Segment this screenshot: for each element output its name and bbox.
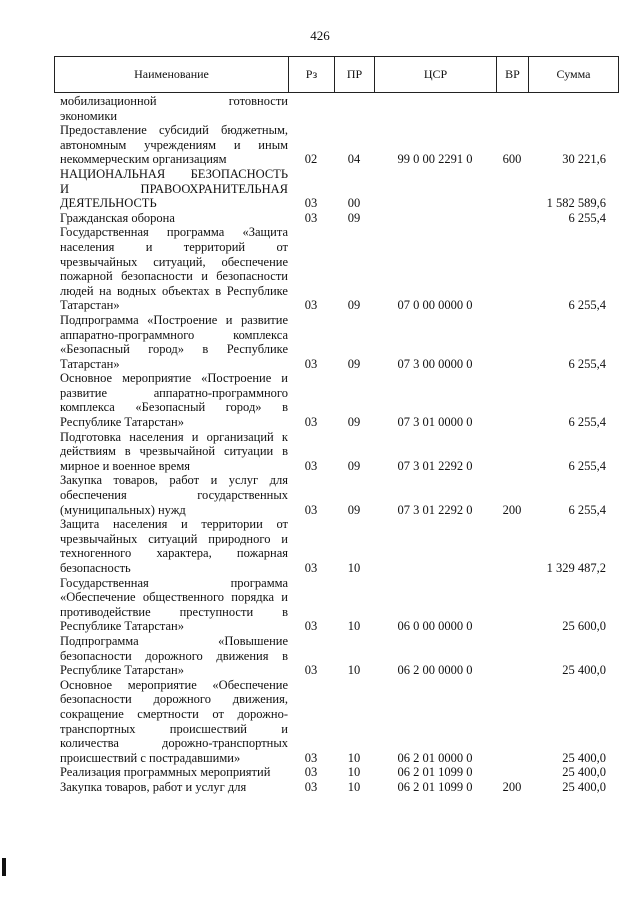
page-number: 426 (310, 28, 330, 43)
row-name (54, 211, 288, 226)
row-rz: 03 (304, 502, 318, 517)
row-rz: 03 (304, 765, 318, 780)
row-name-line: Основное мероприятие «Обеспечение (60, 677, 288, 692)
row-name-line: Подпрограмма «Построение и развитие (60, 312, 288, 327)
row-name-line: Республике Татарстан» (60, 619, 184, 634)
row-name (54, 473, 288, 517)
row-pr: 00 (347, 196, 361, 211)
table-header (54, 56, 619, 93)
row-csr: 06 2 01 1099 0 (397, 779, 473, 794)
row-name (54, 371, 288, 429)
row-name-line: Защита населения и территории от (60, 517, 288, 532)
table-row (54, 211, 618, 226)
row-rz: 03 (304, 779, 318, 794)
table-row (54, 473, 618, 517)
table-row (54, 313, 618, 371)
row-name-line: Татарстан» (60, 356, 120, 371)
row-name-line: чрезвычайных ситуаций природного и (60, 531, 288, 546)
row-csr: 07 3 01 0000 0 (397, 415, 473, 430)
row-name-line: мобилизационной готовности (60, 94, 288, 108)
row-pr: 09 (347, 298, 361, 313)
row-name-line: сокращение смертности от дорожно- (60, 706, 288, 721)
row-name-line: Подготовка населения и организаций к (60, 429, 288, 444)
row-pr: 09 (347, 415, 361, 430)
row-name (54, 167, 288, 211)
row-name (54, 780, 288, 795)
table-row (54, 225, 618, 313)
row-rz: 02 (304, 152, 318, 167)
row-name-line: некоммерческим организациям (60, 152, 227, 167)
table-row (54, 123, 618, 167)
row-csr: 06 2 01 0000 0 (397, 750, 473, 765)
row-rz: 03 (304, 210, 318, 225)
table-row (54, 678, 618, 766)
row-name-line: происшествий с пострадавшими» (60, 750, 241, 765)
row-name-line: Закупка товаров, работ и услуг для (60, 779, 247, 794)
row-sum: 25 400,0 (562, 663, 606, 678)
row-name-line: транспортных происшествий и (60, 721, 288, 736)
row-csr: 07 3 00 0000 0 (397, 356, 473, 371)
row-pr: 10 (347, 750, 361, 765)
row-rz: 03 (304, 750, 318, 765)
row-name-line: комплекса «Безопасный город» в (60, 400, 288, 415)
row-sum: 25 400,0 (562, 779, 606, 794)
header-csr: ЦСР (375, 57, 497, 93)
table-row (54, 576, 618, 634)
table-row (54, 634, 618, 678)
row-sum: 6 255,4 (568, 356, 606, 371)
row-sum: 6 255,4 (568, 502, 606, 517)
row-name-line: Государственная программа (60, 575, 288, 590)
row-sum: 1 582 589,6 (546, 196, 606, 211)
row-rz: 03 (304, 663, 318, 678)
row-csr: 06 2 01 1099 0 (397, 765, 473, 780)
row-name-line: Республике Татарстан» (60, 663, 184, 678)
row-name-line: ДЕЯТЕЛЬНОСТЬ (60, 196, 157, 211)
row-rz: 03 (304, 196, 318, 211)
table-row (54, 430, 618, 474)
table-row (54, 765, 618, 780)
row-name-line: людей на водных объектах в Республике (60, 283, 288, 298)
row-name-line: населения и территорий от (60, 239, 288, 254)
row-pr: 10 (347, 663, 361, 678)
row-name (54, 123, 288, 167)
row-pr: 09 (347, 458, 361, 473)
row-name-line: Государственная программа «Защита (60, 225, 288, 240)
row-pr: 04 (347, 152, 361, 167)
row-name-line: безопасности дорожного движения в (60, 648, 288, 663)
row-sum: 1 329 487,2 (546, 561, 606, 575)
row-name-line: (муниципальных) нужд (60, 502, 186, 517)
row-name-line: чрезвычайных ситуаций, обеспечение (60, 254, 288, 269)
row-pr: 09 (347, 210, 361, 225)
row-name-line: Реализация программных мероприятий (60, 765, 271, 780)
table-row (54, 780, 618, 795)
row-sum: 25 400,0 (562, 750, 606, 765)
table-row (54, 371, 618, 429)
row-name (54, 678, 288, 766)
row-name-line: обеспечения государственных (60, 488, 288, 503)
row-sum: 6 255,4 (568, 210, 606, 225)
row-name-line: «Безопасный город» в Республике (60, 342, 288, 357)
row-name (54, 765, 288, 780)
row-name-line: количества дорожно-транспортных (60, 736, 288, 751)
row-rz: 03 (304, 561, 318, 575)
row-rz: 03 (304, 619, 318, 634)
row-sum: 6 255,4 (568, 458, 606, 473)
table-row (54, 167, 618, 211)
row-name-line: аппаратно-программного комплекса (60, 327, 288, 342)
row-name-line: Татарстан» (60, 298, 120, 313)
row-name (54, 576, 288, 634)
row-name (54, 313, 288, 371)
row-csr: 07 3 01 2292 0 (397, 458, 473, 473)
row-name-line: Республике Татарстан» (60, 415, 184, 430)
row-sum: 30 221,6 (562, 152, 606, 167)
row-csr: 07 3 01 2292 0 (397, 502, 473, 517)
header-rz: Рз (289, 57, 335, 93)
table-row (54, 517, 618, 575)
row-name-line: техногенного характера, пожарная (60, 546, 288, 561)
row-pr: 10 (347, 561, 361, 575)
row-name-line: действиям в чрезвычайной ситуации в (60, 444, 288, 459)
row-pr: 09 (347, 502, 361, 517)
row-name-line: Основное мероприятие «Построение и (60, 371, 288, 386)
row-pr: 10 (347, 779, 361, 794)
row-name (54, 634, 288, 678)
row-name-line: экономики (60, 108, 118, 123)
table-body (54, 94, 618, 795)
row-csr: 99 0 00 2291 0 (397, 152, 473, 167)
row-sum: 6 255,4 (568, 415, 606, 430)
row-pr: 09 (347, 356, 361, 371)
row-name-line: автономным учреждениям и иным (60, 137, 288, 152)
row-name-line: Подпрограмма «Повышение (60, 633, 288, 648)
row-pr: 10 (347, 765, 361, 780)
row-csr: 06 2 00 0000 0 (397, 663, 473, 678)
table-row (54, 94, 618, 123)
row-sum: 25 600,0 (562, 619, 606, 634)
row-rz: 03 (304, 415, 318, 430)
header-vr: ВР (497, 57, 529, 93)
row-name (54, 517, 288, 575)
header-pr: ПР (335, 57, 375, 93)
row-vr: 200 (502, 779, 522, 794)
row-name-line: развитие аппаратно-программного (60, 385, 288, 400)
row-csr: 06 0 00 0000 0 (397, 619, 473, 634)
scan-mark (2, 858, 6, 876)
row-name (54, 430, 288, 474)
row-csr: 07 0 00 0000 0 (397, 298, 473, 313)
row-name (54, 94, 288, 123)
row-name-line: Закупка товаров, работ и услуг для (60, 473, 288, 488)
header-sum: Сумма (529, 57, 619, 93)
row-name-line: НАЦИОНАЛЬНАЯ БЕЗОПАСНОСТЬ (60, 166, 288, 181)
row-rz: 03 (304, 458, 318, 473)
row-sum: 6 255,4 (568, 298, 606, 313)
row-vr: 200 (502, 502, 522, 517)
header-name: Наименование (55, 57, 289, 93)
row-name-line: Предоставление субсидий бюджетным, (60, 123, 288, 138)
row-name-line: И ПРАВООХРАНИТЕЛЬНАЯ (60, 181, 288, 196)
row-name-line: безопасность (60, 561, 131, 575)
row-pr: 10 (347, 619, 361, 634)
row-name-line: Гражданская оборона (60, 210, 175, 225)
row-name-line: пожарной безопасности и безопасности (60, 269, 288, 284)
row-sum: 25 400,0 (562, 765, 606, 780)
row-name-line: мирное и военное время (60, 458, 191, 473)
row-rz: 03 (304, 298, 318, 313)
row-name (54, 225, 288, 313)
row-name-line: противодействие преступности в (60, 604, 288, 619)
row-name-line: безопасности дорожного движения, (60, 692, 288, 707)
row-vr: 600 (502, 152, 522, 167)
row-name-line: «Обеспечение общественного порядка и (60, 590, 288, 605)
row-rz: 03 (304, 356, 318, 371)
